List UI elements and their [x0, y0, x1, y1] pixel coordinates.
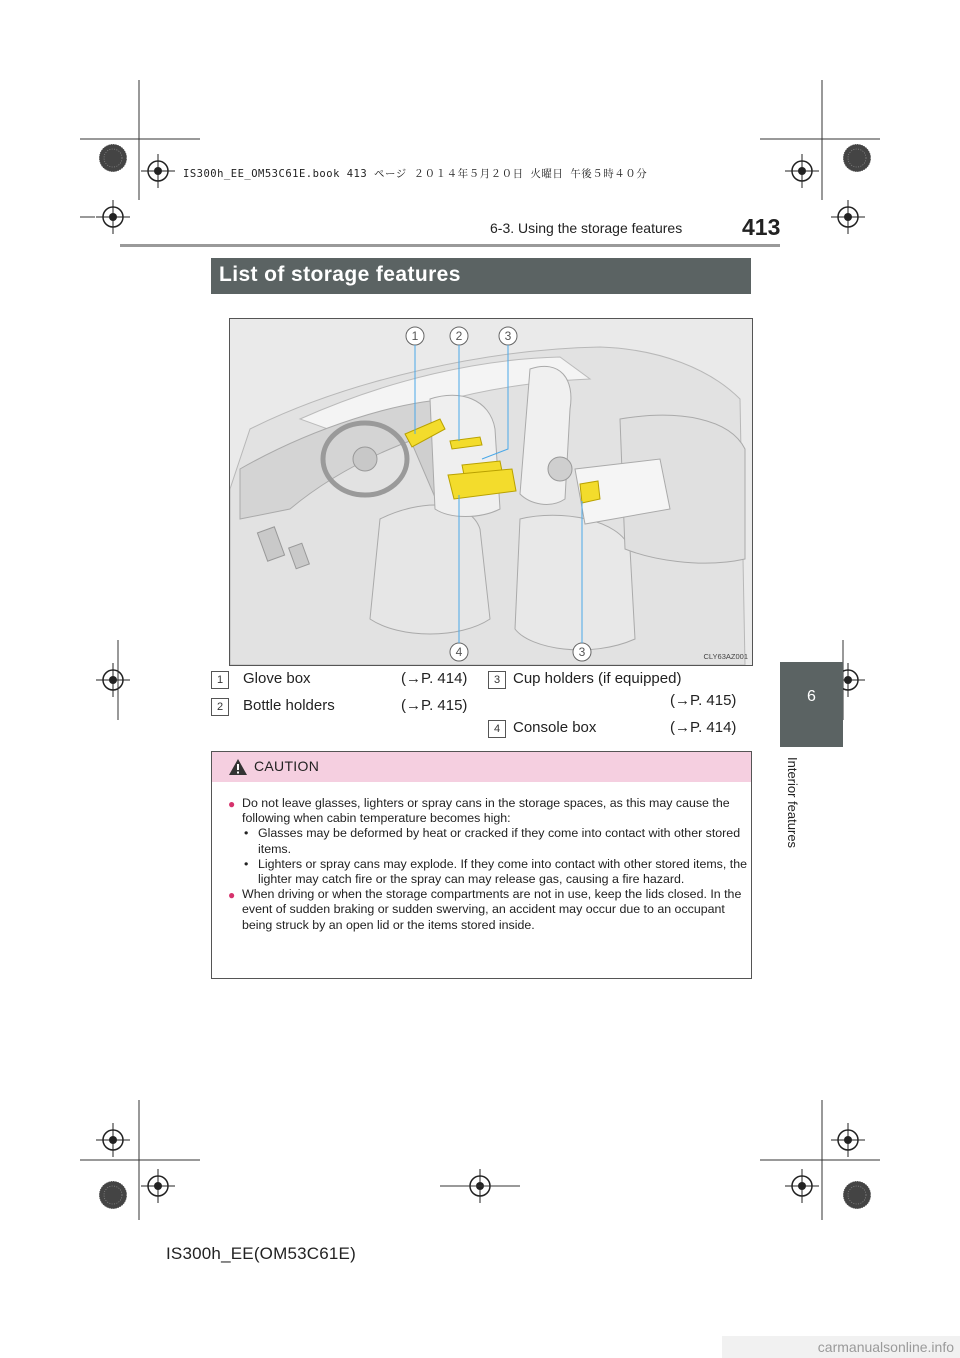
caution-header: [212, 752, 751, 782]
bullet-icon: ●: [228, 888, 236, 903]
header-rule: [120, 244, 780, 247]
callout-1: 1: [411, 329, 419, 343]
legend-ref-2[interactable]: (→P. 415): [401, 697, 468, 714]
legend-ref-3[interactable]: (→P. 415): [670, 692, 737, 709]
legend-ref-1[interactable]: (→P. 414): [401, 670, 468, 687]
caution-box: [211, 751, 752, 979]
callout-4: 4: [455, 645, 463, 659]
car-interior-illustration: [230, 319, 752, 665]
caution-sub-item: • Lighters or spray cans may explode. If they come into contact with other stored items, the lighter may catch fire or the spray can may release gas, causing a fire hazard.: [244, 856, 747, 887]
legend-label-4: Console box: [513, 719, 597, 736]
callout-3a: 3: [504, 329, 512, 343]
legend-badge-2: 2: [211, 698, 229, 716]
caution-bullet: ● Do not leave glasses, lighters or spray cans in the storage spaces, as this may cause the following when cabin temperature becomes high:: [228, 796, 730, 826]
legend-badge-1: 1: [211, 671, 229, 689]
legend-label-1: Glove box: [243, 670, 311, 687]
warning-icon: [228, 758, 248, 776]
caution-bullet: ● When driving or when the storage compartments are not in use, keep the lids closed. In the event of sudden braking or sudden swerving, an accident may occur due to an occupant being struck by an open lid or the items stored inside.: [228, 887, 742, 932]
legend-badge-4: 4: [488, 720, 506, 738]
bullet-icon: ●: [228, 797, 236, 811]
callout-3b: 3: [578, 645, 586, 659]
legend-label-2: Bottle holders: [243, 697, 335, 714]
footer-code: IS300h_EE(OM53C61E): [166, 1244, 356, 1263]
legend-badge-3: 3: [488, 671, 506, 689]
legend-label-3: Cup holders (if equipped): [513, 670, 682, 687]
section-title: 6-3. Using the storage features: [490, 220, 683, 236]
chapter-number: 6: [807, 688, 816, 705]
caution-sub-item: • Glasses may be deformed by heat or cracked if they come into contact with other stored items.: [244, 826, 741, 856]
watermark: carmanualsonline.info: [722, 1336, 960, 1358]
figure-code: CLY63AZ001: [703, 652, 748, 661]
legend-ref-4[interactable]: (→P. 414): [670, 719, 737, 736]
chapter-label: Interior features: [785, 757, 800, 849]
caution-title: CAUTION: [254, 758, 320, 774]
interior-figure: [229, 318, 753, 666]
callout-2: 2: [455, 329, 463, 343]
caution-body: [228, 796, 748, 933]
banner-title: List of storage features: [219, 263, 461, 286]
print-header: IS300h_EE_OM53C61E.book 413 ページ ２０１４年５月２０日 火曜日 午後５時４０分: [183, 168, 648, 180]
page-number: 413: [742, 214, 781, 240]
